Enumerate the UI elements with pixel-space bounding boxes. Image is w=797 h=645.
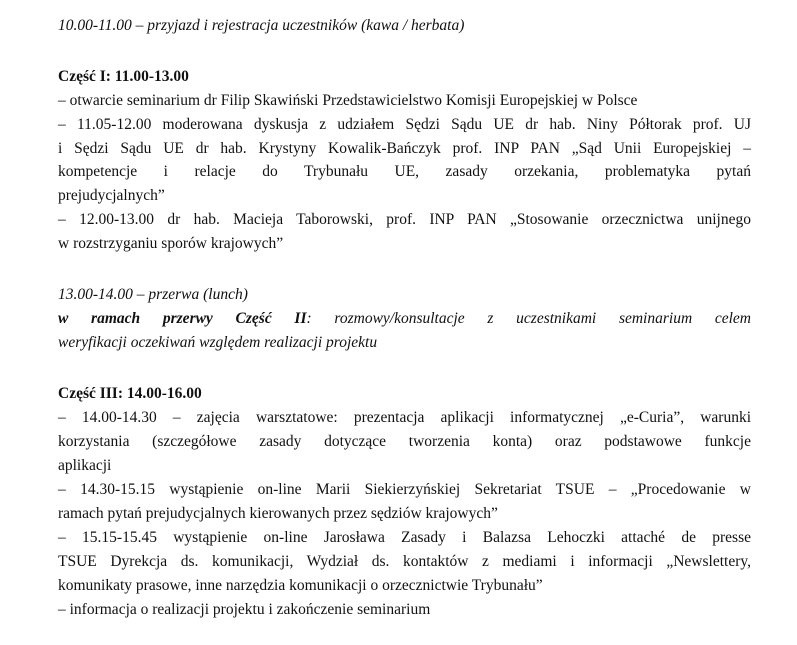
part2-description: : rozmowy/konsultacje z uczestnikami seminarium celem — [306, 310, 751, 327]
part1-line: prejudycjalnych” — [58, 187, 165, 204]
part3-line: ramach pytań prejudycjalnych kierowanych przez sędziów krajowych” — [58, 505, 498, 522]
part1-line: – 11.05-12.00 moderowana dyskusja z udziałem Sędzi Sądu UE dr hab. Niny Półtorak prof. UJ — [58, 116, 751, 133]
part1-line: – 12.00-13.00 dr hab. Macieja Taborowski, prof. INP PAN „Stosowanie orzecznictwa unijnego — [58, 211, 751, 228]
part1-line: kompetencje i relacje do Trybunału UE, zasady orzekania, problematyka pytań — [58, 163, 751, 180]
arrival-line: 10.00-11.00 – przyjazd i rejestracja uczestników (kawa / herbata) — [58, 17, 465, 34]
part3-line: – 14.30-15.15 wystąpienie on-line Marii Siekierzyńskiej Sekretariat TSUE – „Procedowanie w — [58, 481, 751, 498]
part1-heading: Część I: 11.00-13.00 — [58, 68, 189, 85]
part3-line: komunikaty prasowe, inne narzędzia komunikacji o orzecznictwie Trybunału” — [58, 577, 543, 594]
part3-line: korzystania (szczegółowe zasady dotyczące tworzenia konta) oraz podstawowe funkcje — [58, 433, 751, 450]
part2-label: w ramach przerwy Część II — [58, 310, 307, 327]
part3-line: – 15.15-15.45 wystąpienie on-line Jarosława Zasady i Balazsa Lehoczki attaché de presse — [58, 529, 751, 546]
lunch-heading: 13.00-14.00 – przerwa (lunch) — [58, 286, 248, 303]
part2-line — [58, 307, 751, 331]
part2-line-2: weryfikacji oczekiwań względem realizacji projektu — [58, 334, 378, 351]
part3-line: – 14.00-14.30 – zajęcia warsztatowe: prezentacja aplikacji informatycznej „e-Curia”, warunki — [58, 409, 751, 426]
part1-line: w rozstrzyganiu sporów krajowych” — [58, 235, 284, 252]
part3-heading: Część III: 14.00-16.00 — [58, 385, 202, 402]
part3-line: – informacja o realizacji projektu i zakończenie seminarium — [58, 601, 431, 618]
part1-line: – otwarcie seminarium dr Filip Skawiński Przedstawicielstwo Komisji Europejskiej w Polsce — [58, 92, 638, 109]
part3-line: aplikacji — [58, 457, 112, 474]
part3-line: TSUE Dyrekcja ds. komunikacji, Wydział ds. kontaktów z mediami i informacji „Newslettery, — [58, 553, 751, 570]
part1-line: i Sędzi Sądu UE dr hab. Krystyny Kowalik-Bańczyk prof. INP PAN „Sąd Unii Europejskiej – — [58, 140, 751, 157]
